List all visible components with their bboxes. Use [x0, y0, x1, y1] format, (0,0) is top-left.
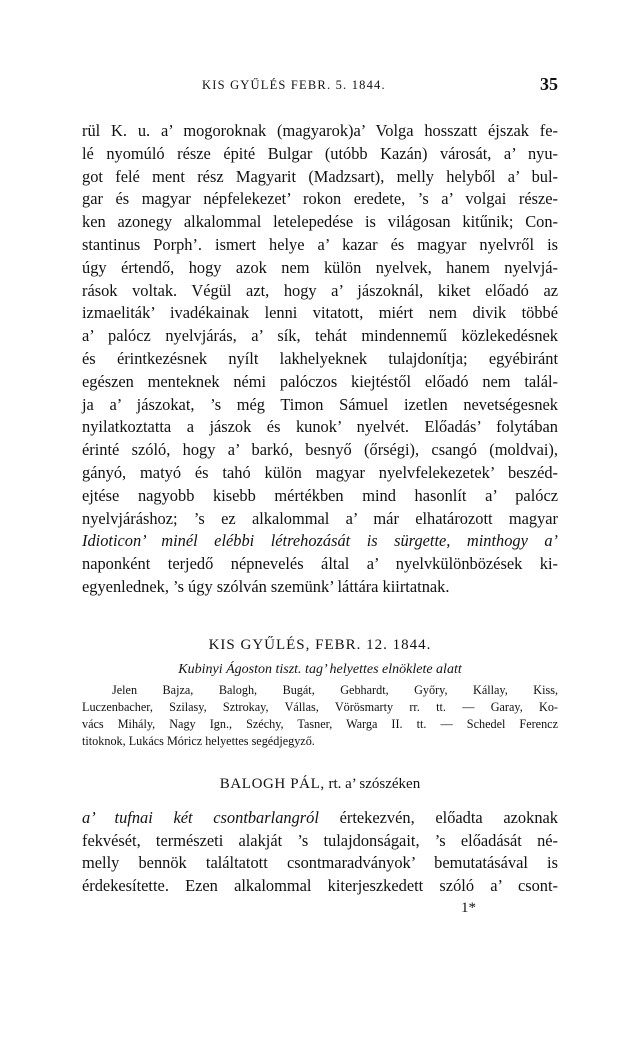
speaker-role: rt. a’ szószéken: [328, 775, 421, 792]
lecture-line-first: [82, 807, 558, 830]
text-line-idioticon: [82, 530, 558, 553]
text-line: egészen menteknek némi palóczos kiejtéstől előadó nem talál-: [82, 371, 558, 391]
lecture-line: fekvését, természeti alakját ’s tulajdonságait, ’s előadását né-: [82, 830, 558, 850]
text-line: gányó, matyó és tahó külön magyar nyelvfelekezetek’ beszéd-: [82, 462, 558, 482]
session-chair: Kubinyi Ágoston tiszt. tag’ helyettes elnöklete alatt: [178, 661, 462, 677]
attendance-line: titoknok, Lukács Móricz helyettes segédjegyző.: [82, 733, 315, 748]
lecture-first-rest: értekezvén, előadta azoknak: [318, 807, 558, 827]
lecture-line: érdekesítette. Ezen alkalommal kiterjeszkedett szóló a’ csont-: [82, 876, 558, 896]
text-line: és érintkezésnek nyílt lakhelyeknek tulajdonítja; egyébiránt: [82, 348, 558, 368]
session-title: KIS GYŰLÉS, FEBR. 12. 1844.: [208, 636, 432, 653]
text-line: a’ palócz nyelvjárás, a’ sík, tehát mindennemű közlekedésnek: [82, 326, 558, 346]
speaker-heading: [82, 776, 558, 793]
text-line: ja a’ jászokat, ’s még Timon Sámuel izetlen nevetségesnek: [82, 394, 558, 414]
text-line: nyilatkoztatta a jászok és kunok’ nyelvét. Előadás’ folytában: [82, 417, 558, 437]
text-line: gar és magyar népfelekezet’ rokon eredete, ’s a’ volgai része-: [82, 189, 558, 209]
running-head: [82, 74, 558, 100]
text-line: naponként terjedő népnevelés által a’ nyelvkülönbözések ki-: [82, 554, 558, 574]
attendance-line: vács Mihály, Nagy Ign., Széchy, Tasner, Warga II. tt. — Schedel Ferencz: [82, 716, 558, 731]
text-line: egyenlednek, ’s úgy szólván szemünk’ láttára kiirtatnak.: [82, 576, 450, 596]
text-line: úgy értendő, hogy azok nem külön nyelvek, hanem nyelvjá-: [82, 257, 558, 277]
text-line: ejtése nagyobb kisebb mértékben mind hasonlít a’ palócz: [82, 485, 558, 505]
attendance-line: Jelen Bajza, Balogh, Bugát, Gebhardt, Győry, Kállay, Kiss,: [112, 682, 558, 697]
page-number: 35: [540, 74, 558, 94]
lecture-paragraph: [82, 807, 558, 898]
text-line: lé nyomúló része épité Bulgar (utóbb Kazán) városát, a’ nyu-: [82, 143, 558, 163]
speaker-name: BALOGH PÁL,: [219, 775, 325, 792]
lecture-line: melly bennök találtatott csontmaradványok’ bemutatásával is: [82, 853, 558, 873]
text-line: izmaeliták’ ivadékainak lenni vitatott, miért nem divik többé: [82, 303, 558, 323]
lecture-topic: a’ tufnai két csontbarlangról: [82, 807, 319, 827]
text-line: érinté szóló, hogy a’ barkó, besnyő (őrségi), csangó (moldvai),: [82, 440, 558, 460]
text-line: rások voltak. Végül azt, hogy a’ jászoknál, kiket előadó az: [82, 280, 558, 300]
text-line: nyelvjáráshoz; ’s ez alkalommal a’ már elhatározott magyar: [82, 508, 558, 528]
running-head-title: KIS GYŰLÉS FEBR. 5. 1844.: [202, 78, 386, 92]
body-paragraph: [82, 120, 558, 599]
idioticon-line-text: Idioticon’ minél elébbi létrehozását is sürgette, minthogy a’: [82, 531, 558, 551]
signature-mark: 1*: [461, 899, 476, 916]
text-line: ken azonegy alkalommal letelepedése is világosan kitűnik; Con-: [82, 212, 558, 232]
text-line: stantinus Porph’. ismert helye a’ kazar és magyar nyelvről is: [82, 234, 558, 254]
text-line: got felé ment rész Magyarit (Madzsart), melly helyből a’ bul-: [82, 166, 558, 186]
page: [82, 74, 558, 917]
attendance-list: [82, 682, 558, 750]
attendance-line: Luczenbacher, Szilasy, Sztrokay, Vállas, Vörösmarty rr. tt. — Garay, Ko-: [82, 699, 558, 714]
text-line: rül K. u. a’ mogoroknak (magyarok)a’ Volga hosszatt éjszak fe-: [82, 121, 558, 140]
